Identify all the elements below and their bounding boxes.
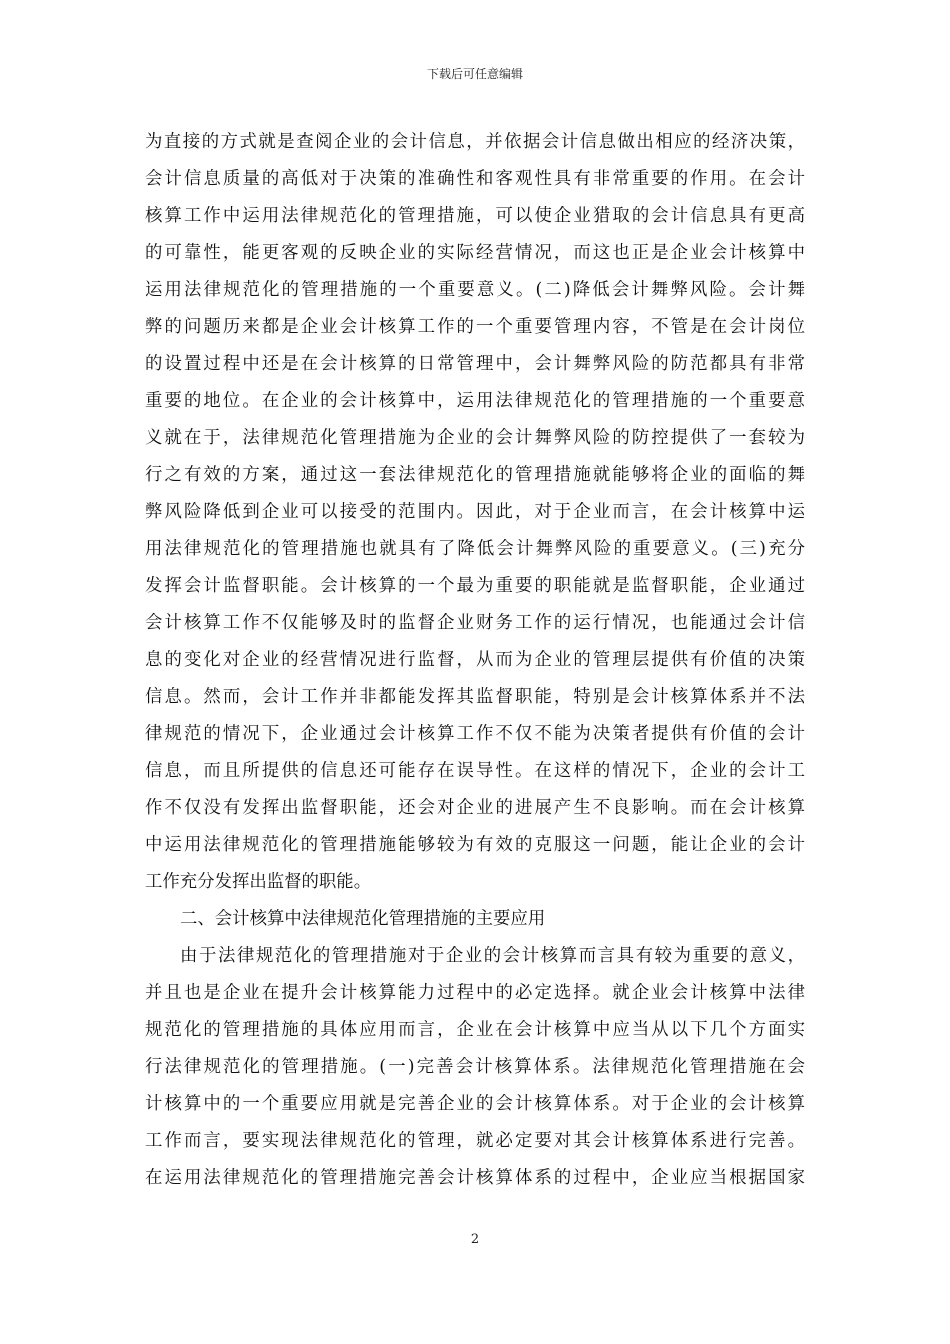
text-line: 为直接的方式就是查阅企业的会计信息，并依据会计信息做出相应的经济决策， [145, 132, 805, 152]
text-line: 工作而言，要实现法律规范化的管理，就必定要对其会计核算体系进行完善。 [145, 1131, 805, 1151]
text-line: 行法律规范化的管理措施。(一)完善会计核算体系。法律规范化管理措施在会 [145, 1057, 805, 1077]
text-line: 工作充分发挥出监督的职能。 [145, 872, 372, 892]
text-line: 重要的地位。在企业的会计核算中，运用法律规范化的管理措施的一个重要意 [145, 391, 805, 411]
text-line: 规范化的管理措施的具体应用而言，企业在会计核算中应当从以下几个方面实 [145, 1020, 805, 1040]
page-number: 2 [470, 1232, 480, 1247]
text-line: 并且也是企业在提升会计核算能力过程中的必定选择。就企业会计核算中法律 [145, 983, 805, 1003]
text-line: 律规范的情况下，企业通过会计核算工作不仅不能为决策者提供有价值的会计 [145, 724, 805, 744]
text-line: 会计信息质量的高低对于决策的准确性和客观性具有非常重要的作用。在会计 [145, 169, 805, 189]
text-line: 作不仅没有发挥出监督职能，还会对企业的进展产生不良影响。而在会计核算 [145, 798, 805, 818]
text-line: 中运用法律规范化的管理措施能够较为有效的克服这一问题，能让企业的会计 [145, 835, 805, 855]
text-line: 弊风险降低到企业可以接受的范围内。因此，对于企业而言，在会计核算中运 [145, 502, 805, 522]
text-line: 弊的问题历来都是企业会计核算工作的一个重要管理内容，不管是在会计岗位 [145, 317, 805, 337]
text-line: 义就在于，法律规范化管理措施为企业的会计舞弊风险的防控提供了一套较为 [145, 428, 805, 448]
text-line: 核算工作中运用法律规范化的管理措施，可以使企业猎取的会计信息具有更高 [145, 206, 805, 226]
text-line: 用法律规范化的管理措施也就具有了降低会计舞弊风险的重要意义。(三)充分 [145, 539, 805, 559]
text-line: 运用法律规范化的管理措施的一个重要意义。(二)降低会计舞弊风险。会计舞 [145, 280, 805, 300]
text-line: 的可靠性，能更客观的反映企业的实际经营情况，而这也正是企业会计核算中 [145, 243, 805, 263]
text-line: 信息，而且所提供的信息还可能存在误导性。在这样的情况下，企业的会计工 [145, 761, 805, 781]
document-body [145, 124, 805, 1197]
text-line: 信息。然而，会计工作并非都能发挥其监督职能，特别是会计核算体系并不法 [145, 687, 805, 707]
text-line: 由于法律规范化的管理措施对于企业的会计核算而言具有较为重要的意义， [180, 946, 805, 966]
text-line: 发挥会计监督职能。会计核算的一个最为重要的职能就是监督职能，企业通过 [145, 576, 805, 596]
text-line: 会计核算工作不仅能够及时的监督企业财务工作的运行情况，也能通过会计信 [145, 613, 805, 633]
section-heading: 二、会计核算中法律规范化管理措施的主要应用 [180, 909, 546, 929]
text-line: 在运用法律规范化的管理措施完善会计核算体系的过程中，企业应当根据国家 [145, 1168, 805, 1188]
text-line: 息的变化对企业的经营情况进行监督，从而为企业的管理层提供有价值的决策 [145, 650, 805, 670]
text-line: 计核算中的一个重要应用就是完善企业的会计核算体系。对于企业的会计核算 [145, 1094, 805, 1114]
text-line: 行之有效的方案，通过这一套法律规范化的管理措施就能够将企业的面临的舞 [145, 465, 805, 485]
text-line: 的设置过程中还是在会计核算的日常管理中，会计舞弊风险的防范都具有非常 [145, 354, 805, 374]
page-header: 下载后可任意编辑 [426, 67, 523, 81]
